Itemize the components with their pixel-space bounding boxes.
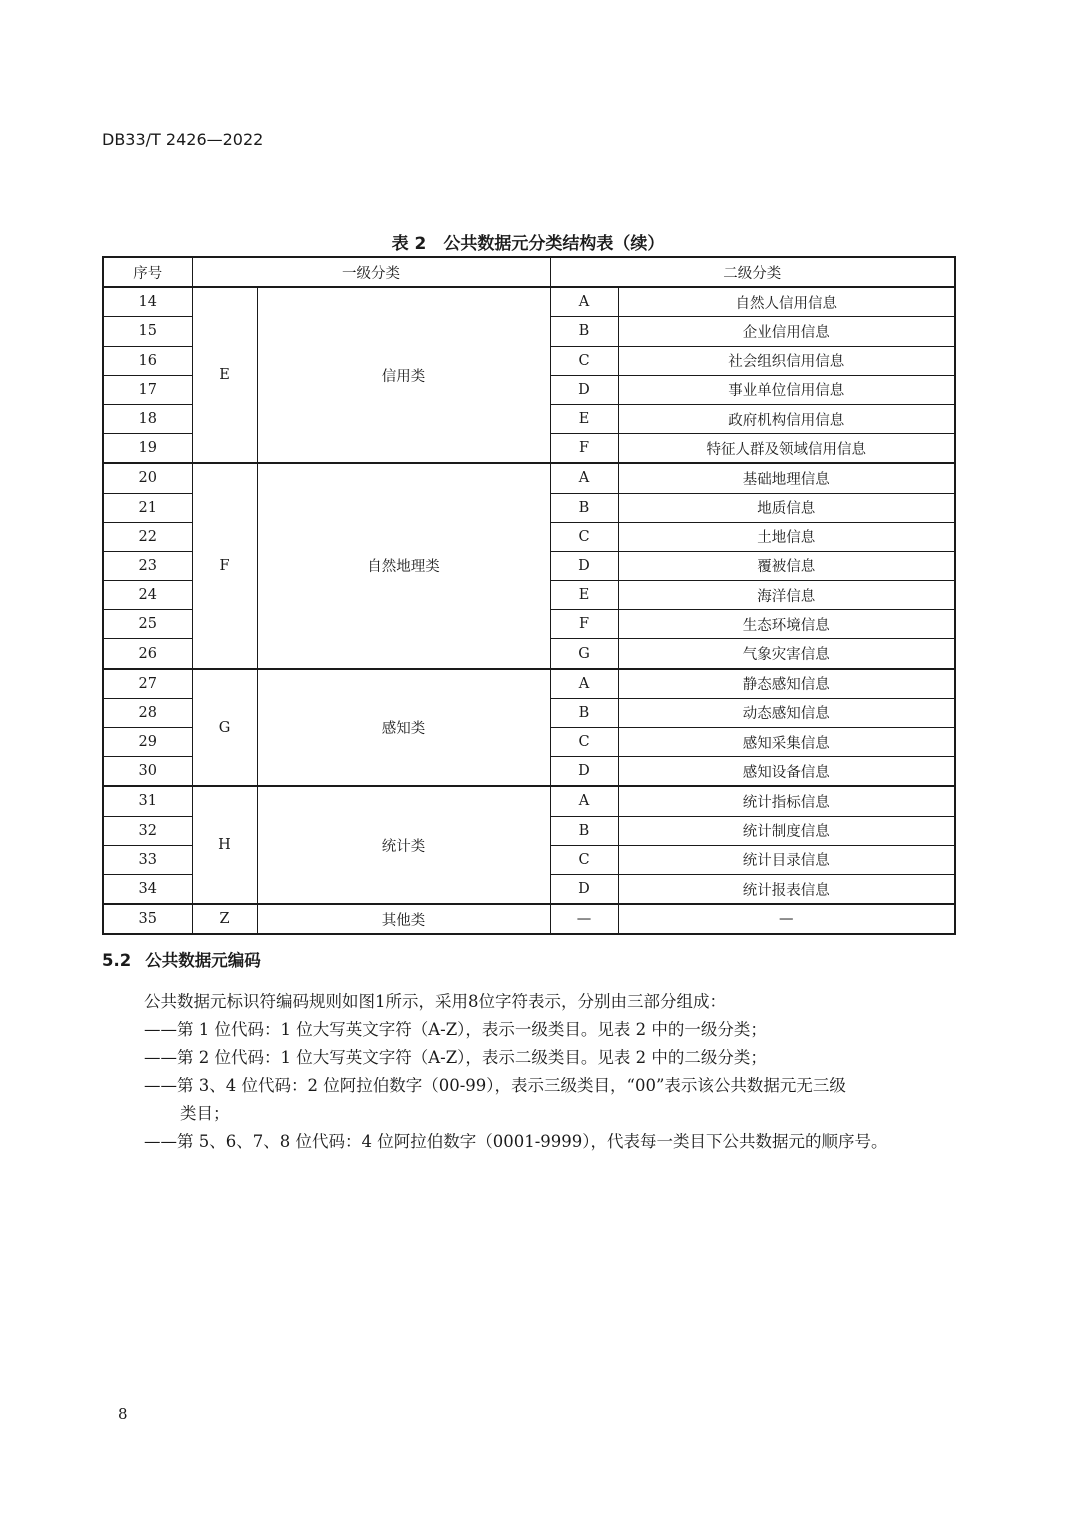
level2-name-cell: 地质信息 — [618, 493, 955, 522]
level1-code-cell: E — [192, 287, 257, 463]
table-row — [103, 669, 955, 699]
level2-name-cell: 政府机构信用信息 — [618, 404, 955, 433]
document-code: DB33/T 2426—2022 — [102, 130, 264, 149]
level2-code-cell: F — [550, 434, 618, 464]
list-item-code-pos-3-4: ——第 3、4 位代码：2 位阿拉伯数字（00-99），表示三级类目，“00”表示该公共数据元无三级 — [144, 1076, 846, 1095]
level2-code-cell: C — [550, 346, 618, 375]
level2-name-cell: 企业信用信息 — [618, 317, 955, 346]
table-row — [103, 786, 955, 816]
seq-cell: 28 — [103, 698, 192, 727]
table-header-row — [103, 257, 955, 287]
level2-code-cell: A — [550, 669, 618, 699]
level2-name-cell: 动态感知信息 — [618, 698, 955, 727]
level2-name-cell: 气象灾害信息 — [618, 639, 955, 669]
seq-cell: 15 — [103, 317, 192, 346]
level1-name-cell: 感知类 — [257, 669, 550, 787]
level2-name-cell: 感知设备信息 — [618, 757, 955, 787]
level2-code-cell: D — [550, 757, 618, 787]
section-number: 5.2 — [102, 951, 132, 970]
level2-code-cell: E — [550, 581, 618, 610]
level2-code-cell: C — [550, 522, 618, 551]
seq-cell: 21 — [103, 493, 192, 522]
seq-cell: 32 — [103, 816, 192, 845]
level2-code-cell: F — [550, 610, 618, 639]
page-number: 8 — [118, 1405, 128, 1423]
level2-name-cell: 统计目录信息 — [618, 845, 955, 874]
level1-name-cell: 其他类 — [257, 904, 550, 934]
level1-code-cell: H — [192, 786, 257, 904]
seq-cell: 19 — [103, 434, 192, 464]
level2-name-cell: 生态环境信息 — [618, 610, 955, 639]
level2-code-cell: D — [550, 375, 618, 404]
level2-name-cell: 静态感知信息 — [618, 669, 955, 699]
classification-table — [102, 256, 956, 935]
level2-code-cell: A — [550, 463, 618, 493]
level2-code-cell: B — [550, 816, 618, 845]
level2-name-cell: 土地信息 — [618, 522, 955, 551]
seq-cell: 35 — [103, 904, 192, 934]
seq-cell: 33 — [103, 845, 192, 874]
level2-code-cell: G — [550, 639, 618, 669]
seq-cell: 34 — [103, 874, 192, 904]
seq-cell: 25 — [103, 610, 192, 639]
level1-code-cell: Z — [192, 904, 257, 934]
seq-cell: 27 — [103, 669, 192, 699]
seq-cell: 20 — [103, 463, 192, 493]
level1-code-cell: F — [192, 463, 257, 668]
level2-code-cell: D — [550, 874, 618, 904]
list-item-code-pos-5-8: ——第 5、6、7、8 位代码：4 位阿拉伯数字（0001-9999），代表每一类目下公共数据元的顺序号。 — [144, 1132, 888, 1151]
level2-code-cell: C — [550, 845, 618, 874]
level2-name-cell: — — [618, 904, 955, 934]
seq-cell: 22 — [103, 522, 192, 551]
seq-cell: 17 — [103, 375, 192, 404]
level2-code-cell: D — [550, 551, 618, 580]
level2-name-cell: 覆被信息 — [618, 551, 955, 580]
level2-name-cell: 社会组织信用信息 — [618, 346, 955, 375]
level2-code-cell: — — [550, 904, 618, 934]
section-heading — [102, 947, 261, 971]
seq-cell: 29 — [103, 728, 192, 757]
list-item-code-pos-2: ——第 2 位代码：1 位大写英文字符（A-Z），表示二级类目。见表 2 中的二级分类； — [144, 1048, 767, 1067]
seq-cell: 31 — [103, 786, 192, 816]
level1-code-cell: G — [192, 669, 257, 787]
level2-code-cell: B — [550, 317, 618, 346]
seq-cell: 26 — [103, 639, 192, 669]
level2-name-cell: 感知采集信息 — [618, 728, 955, 757]
section-title: 公共数据元编码 — [145, 951, 261, 970]
seq-cell: 14 — [103, 287, 192, 317]
level2-name-cell: 事业单位信用信息 — [618, 375, 955, 404]
level2-code-cell: C — [550, 728, 618, 757]
level2-name-cell: 统计制度信息 — [618, 816, 955, 845]
level2-code-cell: A — [550, 786, 618, 816]
seq-cell: 18 — [103, 404, 192, 433]
level1-name-cell: 统计类 — [257, 786, 550, 904]
list-item-code-pos-3-4-cont: 类目； — [180, 1104, 230, 1123]
table-row — [103, 463, 955, 493]
level2-code-cell: B — [550, 698, 618, 727]
table-row — [103, 287, 955, 317]
level1-name-cell: 信用类 — [257, 287, 550, 463]
level2-name-cell: 海洋信息 — [618, 581, 955, 610]
list-item-code-pos-1: ——第 1 位代码：1 位大写英文字符（A-Z），表示一级类目。见表 2 中的一级分类； — [144, 1020, 767, 1039]
seq-cell: 24 — [103, 581, 192, 610]
level2-code-cell: A — [550, 287, 618, 317]
table-title: 表 2 公共数据元分类结构表（续） — [391, 234, 665, 254]
header-level2: 二级分类 — [550, 257, 955, 287]
level1-name-cell: 自然地理类 — [257, 463, 550, 668]
seq-cell: 16 — [103, 346, 192, 375]
level2-name-cell: 基础地理信息 — [618, 463, 955, 493]
level2-name-cell: 自然人信用信息 — [618, 287, 955, 317]
level2-name-cell: 统计指标信息 — [618, 786, 955, 816]
level2-name-cell: 统计报表信息 — [618, 874, 955, 904]
seq-cell: 30 — [103, 757, 192, 787]
header-level1: 一级分类 — [192, 257, 550, 287]
level2-code-cell: E — [550, 404, 618, 433]
level2-name-cell: 特征人群及领域信用信息 — [618, 434, 955, 464]
paragraph-intro: 公共数据元标识符编码规则如图1所示，采用8位字符表示，分别由三部分组成： — [144, 992, 726, 1011]
header-seq: 序号 — [103, 257, 192, 287]
level2-code-cell: B — [550, 493, 618, 522]
table-row — [103, 904, 955, 934]
seq-cell: 23 — [103, 551, 192, 580]
